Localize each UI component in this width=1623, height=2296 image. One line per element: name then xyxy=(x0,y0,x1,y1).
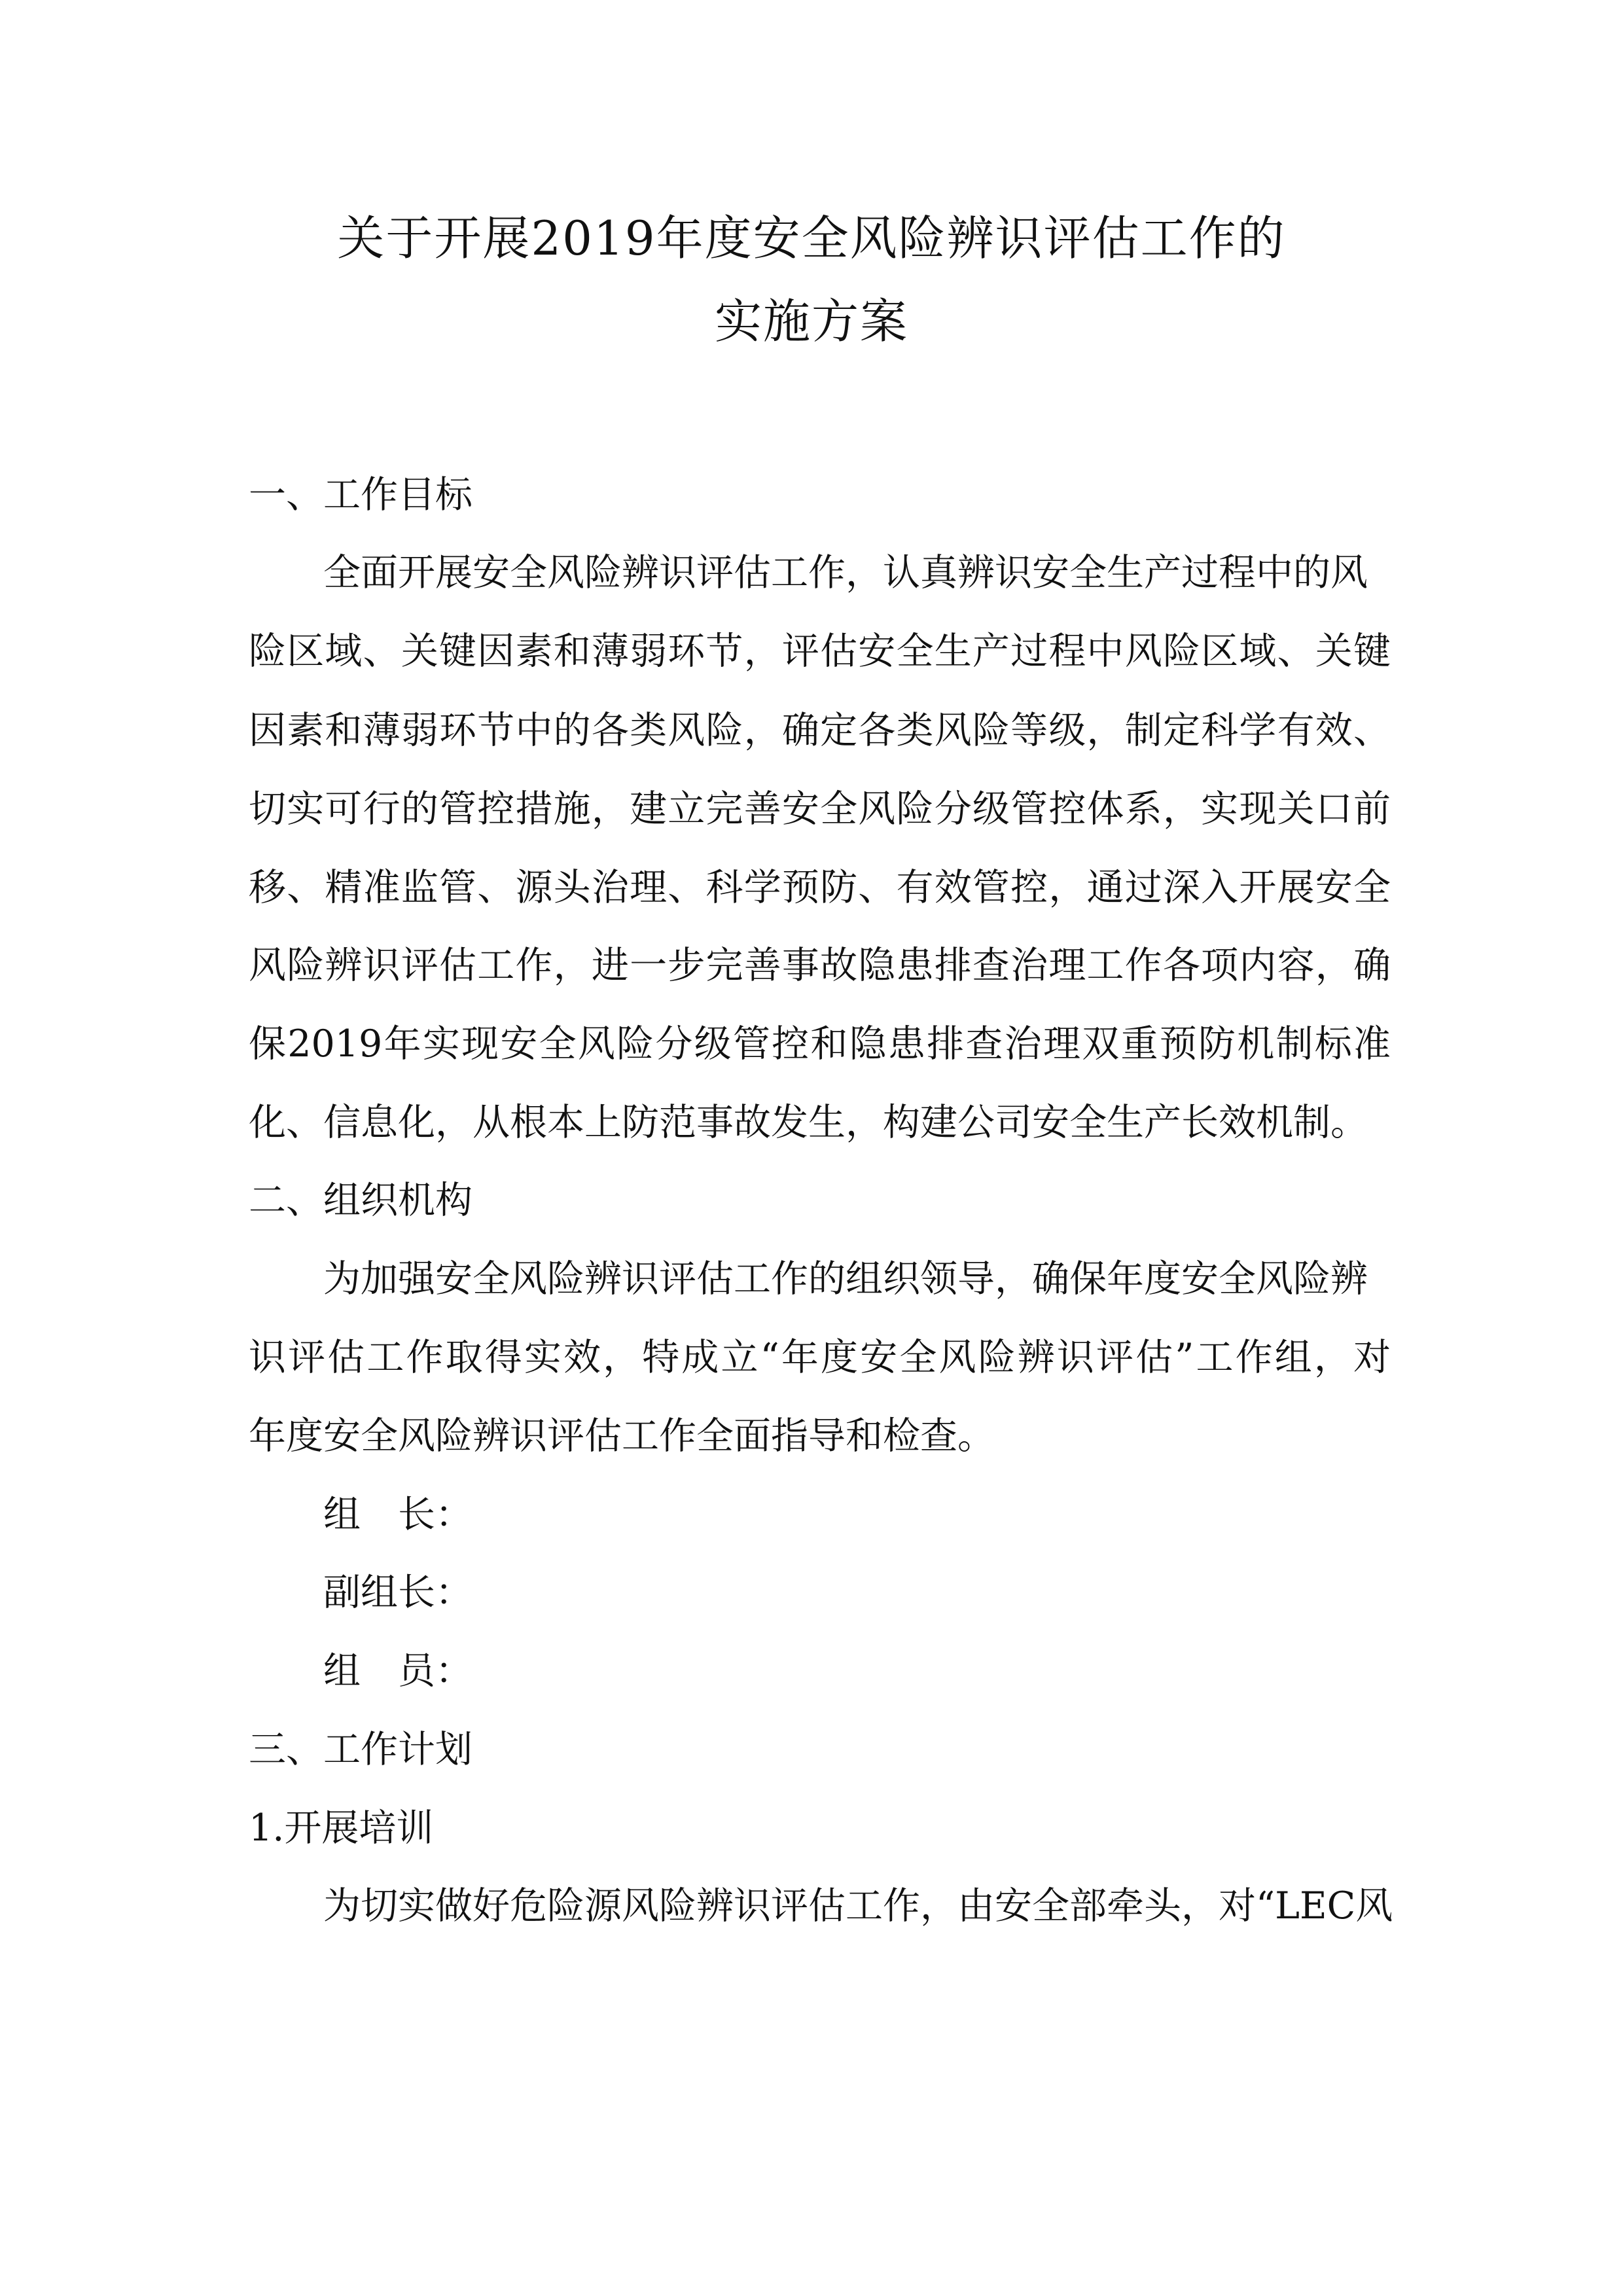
section-heading-organization: 二、组织机构 xyxy=(249,1179,473,1222)
paragraph-line: 险区域、关键因素和薄弱环节，评估安全生产过程中风险区域、关键 xyxy=(249,630,1391,673)
role-line-member xyxy=(323,1649,473,1693)
paragraph-line: 为切实做好危险源风险辨识评估工作，由安全部牵头，对“LEC风 xyxy=(323,1884,1393,1928)
subsection-heading-training: 1.开展培训 xyxy=(249,1806,434,1850)
document-title-line-1: 关于开展2019年度安全风险辨识评估工作的 xyxy=(337,211,1286,266)
role-label-part: 组 xyxy=(323,1493,361,1536)
paragraph-line: 因素和薄弱环节中的各类风险，确定各类风险等级，制定科学有效、 xyxy=(249,709,1391,752)
role-label-part: 长： xyxy=(398,1493,473,1536)
paragraph-line: 化、信息化，从根本上防范事故发生，构建公司安全生产长效机制。 xyxy=(249,1101,1368,1144)
paragraph-line: 年度安全风险辨识评估工作全面指导和检查。 xyxy=(249,1414,995,1458)
section-heading-work-plan: 三、工作计划 xyxy=(249,1728,473,1771)
paragraph-line: 保2019年实现安全风险分级管控和隐患排查治理双重预防机制标准 xyxy=(249,1022,1391,1066)
role-line-deputy-leader xyxy=(323,1571,473,1614)
document-title-line-2: 实施方案 xyxy=(714,294,908,349)
paragraph-line: 识评估工作取得实效，特成立“年度安全风险辨识评估”工作组，对 xyxy=(249,1336,1391,1379)
role-label: 副组长： xyxy=(323,1571,473,1614)
paragraph-line: 风险辨识评估工作，进一步完善事故隐患排查治理工作各项内容，确 xyxy=(249,944,1391,987)
role-line-leader xyxy=(323,1493,473,1536)
role-label-part: 组 xyxy=(323,1649,361,1693)
paragraph-line: 切实可行的管控措施，建立完善安全风险分级管控体系，实现关口前 xyxy=(249,787,1391,831)
section-heading-work-goals: 一、工作目标 xyxy=(249,473,473,516)
paragraph-line: 全面开展安全风险辨识评估工作，认真辨识安全生产过程中的风 xyxy=(323,551,1368,594)
role-label-part: 员： xyxy=(398,1649,473,1693)
paragraph-line: 为加强安全风险辨识评估工作的组织领导，确保年度安全风险辨 xyxy=(323,1257,1368,1300)
paragraph-line: 移、精准监管、源头治理、科学预防、有效管控，通过深入开展安全 xyxy=(249,866,1391,909)
